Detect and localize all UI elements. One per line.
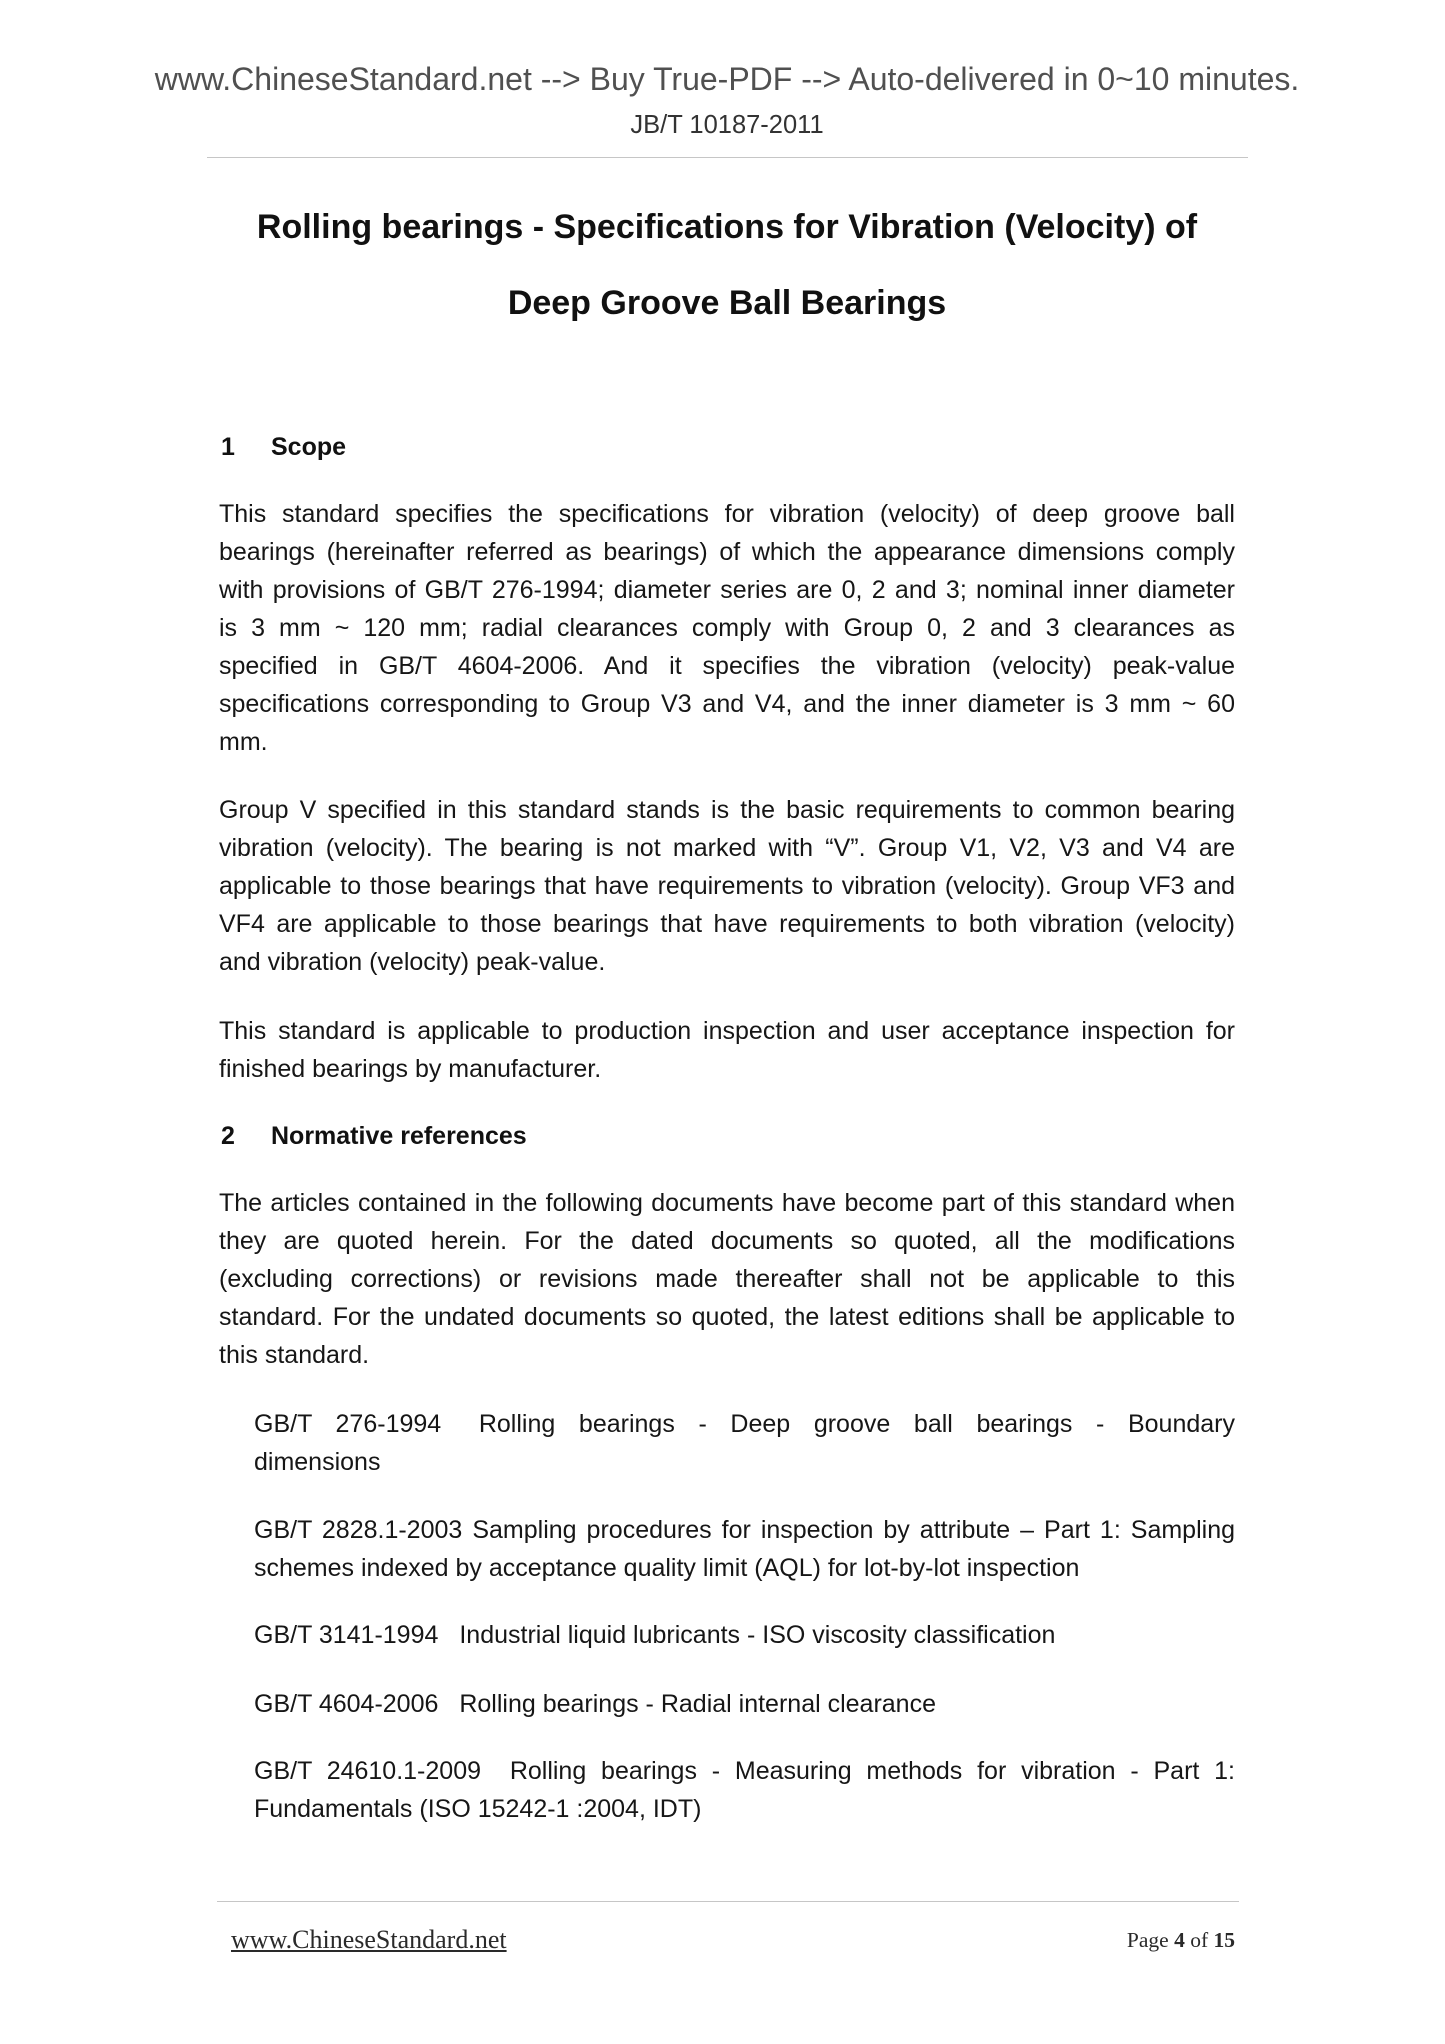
page-number: 4 [1174,1928,1185,1952]
paragraph-line: The articles contained in the following documents have become part of this standard when [219,1189,1235,1217]
paragraph-line: mm. [219,728,268,756]
paragraph-line: This standard specifies the specifications for vibration (velocity) of deep groove ball [219,500,1235,528]
reference-line: Fundamentals (ISO 15242-1 :2004, IDT) [254,1795,702,1823]
page-indicator [1127,1926,1235,1954]
reference-title: Sampling procedures for inspection by attribute – Part 1: Sampling [472,1516,1235,1544]
document-title-line-1: Rolling bearings - Specifications for Vibration (Velocity) of [256,208,1198,246]
footer-divider [217,1901,1239,1902]
section-heading-normative-references [221,1117,527,1155]
section-title: Scope [271,433,347,461]
page-total: 15 [1213,1928,1235,1952]
scope-paragraph-1 [219,495,1235,761]
paragraph-line: VF4 are applicable to those bearings that have requirements to both vibration (velocity) [219,910,1235,938]
paragraph-line: applicable to those bearings that have requirements to vibration (velocity). Group VF3 and [219,872,1235,900]
reference-line: schemes indexed by acceptance quality limit (AQL) for lot-by-lot inspection [254,1554,1080,1582]
reference-code: GB/T 2828.1-2003 [254,1516,463,1544]
reference-item [254,1685,1235,1723]
reference-item [254,1405,1235,1481]
paragraph-line: specified in GB/T 4604-2006. And it specifies the vibration (velocity) peak-value [219,652,1235,680]
reference-line [254,1752,1235,1790]
document-code: JB/T 10187-2011 [630,111,824,139]
reference-title: Rolling bearings - Radial internal clearance [459,1690,936,1718]
section-title: Normative references [271,1122,527,1150]
reference-code: GB/T 276-1994 [254,1410,442,1438]
reference-code: GB/T 24610.1-2009 [254,1757,481,1785]
reference-line [254,1616,1235,1654]
paragraph-line: specifications corresponding to Group V3 and V4, and the inner diameter is 3 mm ~ 60 [219,690,1235,718]
of-word: of [1190,1928,1209,1952]
paragraph-line: bearings (hereinafter referred as bearings) of which the appearance dimensions comply [219,538,1235,566]
paragraph-line: (excluding corrections) or revisions made thereafter shall not be applicable to this [219,1265,1235,1293]
paragraph-line: Group V specified in this standard stands is the basic requirements to common bearing [219,796,1235,824]
page-word: Page [1126,1928,1169,1952]
section-heading-scope [221,428,346,466]
reference-item [254,1616,1235,1654]
footer-site-link[interactable]: www.ChineseStandard.net [231,1925,507,1954]
paragraph-line: they are quoted herein. For the dated documents so quoted, all the modifications [219,1227,1235,1255]
paragraph-line: with provisions of GB/T 276-1994; diameter series are 0, 2 and 3; nominal inner diameter [219,576,1235,604]
scope-paragraph-2 [219,791,1235,981]
section-number: 2 [221,1122,235,1150]
paragraph-line: finished bearings by manufacturer. [219,1055,602,1083]
paragraph-line: This standard is applicable to production inspection and user acceptance inspection for [219,1017,1235,1045]
header-divider [207,157,1248,158]
reference-title: Rolling bearings - Measuring methods for vibration - Part 1: [509,1757,1236,1785]
reference-line [254,1405,1235,1443]
paragraph-line: this standard. [219,1341,370,1369]
normative-references-intro [219,1184,1235,1374]
reference-line: dimensions [254,1448,381,1476]
promo-banner: www.ChineseStandard.net --> Buy True-PDF --> Auto-delivered in 0~10 minutes. [154,61,1300,97]
reference-item [254,1511,1235,1587]
reference-item [254,1752,1235,1828]
reference-line [254,1511,1235,1549]
paragraph-line: vibration (velocity). The bearing is not marked with “V”. Group V1, V2, V3 and V4 are [219,834,1235,862]
reference-title: Industrial liquid lubricants - ISO viscosity classification [459,1621,1056,1649]
reference-code: GB/T 4604-2006 [254,1690,439,1718]
paragraph-line: and vibration (velocity) peak-value. [219,948,606,976]
paragraph-line: is 3 mm ~ 120 mm; radial clearances comply with Group 0, 2 and 3 clearances as [219,614,1235,642]
reference-line [254,1685,1235,1723]
reference-code: GB/T 3141-1994 [254,1621,439,1649]
paragraph-line: standard. For the undated documents so quoted, the latest editions shall be applicable to [219,1303,1235,1331]
document-title-line-2: Deep Groove Ball Bearings [507,284,947,322]
reference-title: Rolling bearings - Deep groove ball bearings - Boundary [478,1410,1236,1438]
section-number: 1 [221,433,235,461]
scope-paragraph-3 [219,1012,1235,1088]
